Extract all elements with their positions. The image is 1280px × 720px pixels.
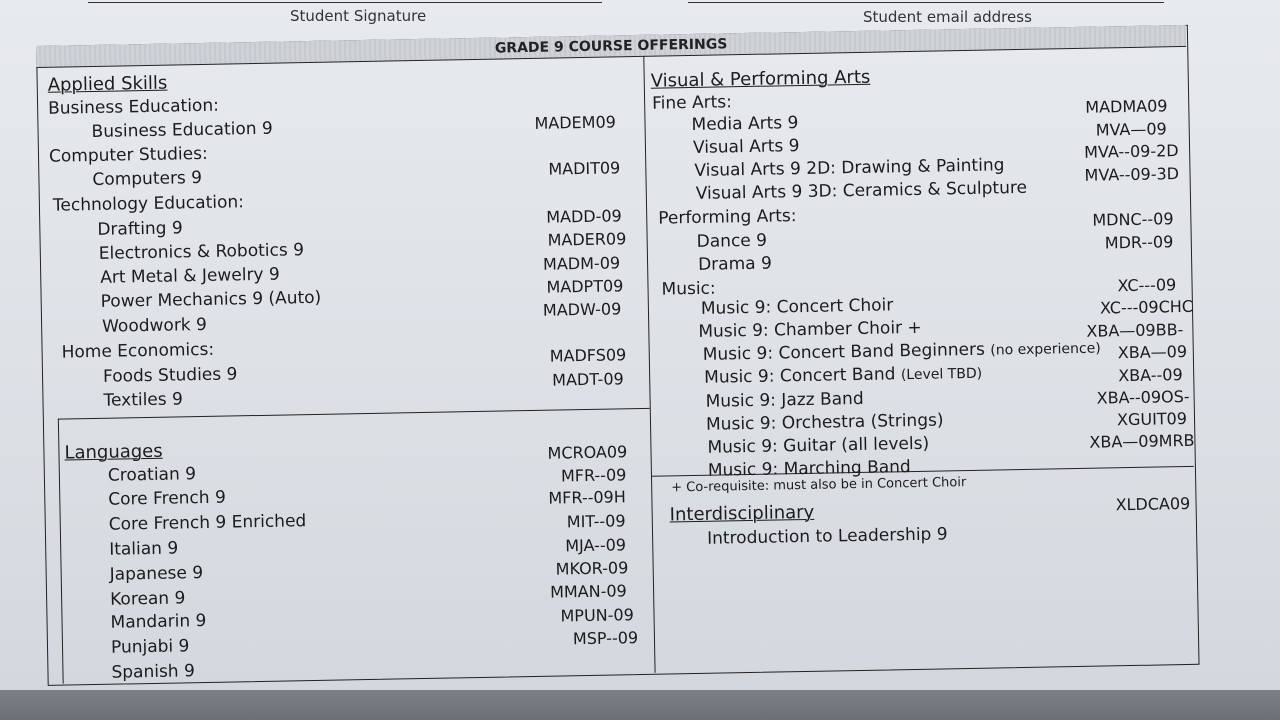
- business-education-label: Business Education:: [47, 95, 220, 119]
- course-code: XBA--09OS-: [1096, 386, 1190, 408]
- course-name: Visual Arts 9 3D: Ceramics & Sculpture: [695, 177, 1028, 204]
- course-code: XGUIT09: [1116, 408, 1188, 430]
- course-code: MVA—09: [1095, 119, 1167, 140]
- course-code: MDR--09: [1104, 232, 1174, 253]
- course-name: Foods Studies 9: [102, 364, 238, 387]
- languages-heading: Languages: [64, 440, 163, 464]
- course-note: (no experience): [990, 340, 1101, 359]
- technology-education-label: Technology Education:: [52, 192, 245, 216]
- course-name: Italian 9: [109, 538, 179, 560]
- table-title: GRADE 9 COURSE OFFERINGS: [36, 25, 1186, 68]
- course-name: Music 9: Concert Choir: [700, 295, 894, 319]
- course-code: MADW-09: [542, 299, 622, 320]
- course-code: XC---09CHC: [1099, 296, 1194, 318]
- course-name: Electronics & Robotics 9: [98, 240, 305, 264]
- corequisite-footnote: + Co-requisite: must also be in Concert Choir: [671, 475, 967, 496]
- course-name: Spanish 9: [111, 661, 196, 683]
- course-code: MADM-09: [542, 253, 621, 274]
- course-name: Introduction to Leadership 9: [706, 524, 948, 549]
- course-code: MIT--09: [566, 511, 626, 532]
- course-name: Woodwork 9: [101, 314, 208, 337]
- course-name-text: Music 9: Concert Band: [704, 364, 896, 388]
- course-code: XBA--09: [1118, 365, 1183, 386]
- course-name: Business Education 9: [91, 118, 273, 142]
- course-code: MADER09: [547, 229, 627, 250]
- course-code: MFR--09: [560, 465, 627, 486]
- course-code: MADMA09: [1085, 96, 1168, 117]
- course-code: MCROA09: [547, 442, 628, 463]
- performing-arts-label: Performing Arts:: [658, 206, 797, 229]
- course-name: Power Mechanics 9 (Auto): [100, 287, 322, 312]
- course-name: Art Metal & Jewelry 9: [100, 264, 280, 288]
- course-code: MADT-09: [552, 369, 624, 390]
- computer-studies-label: Computer Studies:: [48, 143, 208, 167]
- course-code: MADFS09: [549, 345, 627, 366]
- course-name: Japanese 9: [109, 563, 204, 585]
- course-code: MVA--09-3D: [1084, 164, 1180, 185]
- course-name: Music 9: Marching Band: [707, 457, 911, 481]
- course-name: Textiles 9: [103, 389, 184, 411]
- signature-line: [88, 2, 602, 3]
- course-code: XBA—09MRB: [1089, 430, 1195, 452]
- course-name: Core French 9 Enriched: [108, 511, 307, 535]
- course-name: Korean 9: [109, 588, 186, 610]
- fine-arts-label: Fine Arts:: [651, 92, 733, 114]
- course-code: MKOR-09: [555, 558, 629, 579]
- home-economics-label: Home Economics:: [61, 339, 215, 363]
- course-code: MADD-09: [546, 206, 622, 227]
- course-name: Drafting 9: [97, 218, 183, 240]
- course-name: Dance 9: [696, 230, 768, 252]
- music-label: Music:: [661, 278, 716, 300]
- visual-performing-arts-heading: Visual & Performing Arts: [650, 66, 871, 92]
- course-code: XLDCA09: [1115, 493, 1191, 515]
- course-name: Music 9: Orchestra (Strings): [705, 410, 944, 435]
- course-name: Computers 9: [92, 167, 203, 190]
- course-code: MFR--09H: [548, 487, 626, 508]
- course-name: Music 9: Chamber Choir +: [698, 317, 922, 342]
- course-name: Music 9: Guitar (all levels): [707, 433, 930, 458]
- course-offerings-table: [36, 25, 1200, 686]
- interdisciplinary-heading: Interdisciplinary: [669, 501, 815, 526]
- course-name: Media Arts 9: [691, 113, 799, 135]
- email-line: [688, 2, 1164, 3]
- course-code: MPUN-09: [560, 605, 634, 626]
- course-code: XC---09: [1117, 275, 1177, 296]
- course-code: MDNC--09: [1092, 209, 1174, 230]
- course-name-text: Music 9: Concert Band Beginners: [702, 339, 986, 365]
- student-signature-label: Student Signature: [290, 7, 427, 25]
- course-code: MVA--09-2D: [1083, 141, 1179, 162]
- course-name: Core French 9: [108, 487, 226, 510]
- applied-skills-heading: Applied Skills: [47, 72, 168, 96]
- course-code: MJA--09: [565, 535, 627, 556]
- course-name: Music 9: Jazz Band: [705, 388, 864, 412]
- course-name: Punjabi 9: [110, 636, 190, 658]
- student-email-label: Student email address: [863, 8, 1032, 26]
- course-code: MADEM09: [534, 112, 617, 133]
- course-code: XBA—09: [1117, 341, 1188, 363]
- course-name: Drama 9: [697, 253, 772, 275]
- course-note: (Level TBD): [900, 365, 983, 384]
- course-code: MSP--09: [572, 628, 639, 649]
- course-name: Mandarin 9: [110, 610, 207, 633]
- course-code: MMAN-09: [549, 581, 627, 602]
- course-code: XBA—09BB-: [1086, 320, 1184, 341]
- course-name: Visual Arts 9: [692, 136, 800, 158]
- course-name: Croatian 9: [107, 464, 197, 486]
- course-name: Visual Arts 9 2D: Drawing & Painting: [694, 155, 1005, 181]
- course-code: MADIT09: [548, 158, 621, 179]
- course-code: MADPT09: [546, 276, 624, 297]
